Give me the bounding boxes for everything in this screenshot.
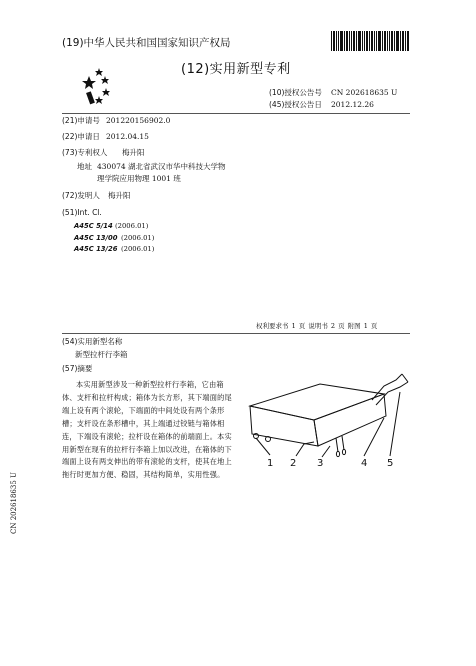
luggage-drawing bbox=[244, 360, 412, 472]
address-label: 地址 bbox=[77, 162, 92, 171]
figure-label: 3 bbox=[317, 458, 324, 469]
pub-date: 2012.12.26 bbox=[331, 100, 374, 109]
intcl-code: A45C 5/14 bbox=[74, 222, 113, 230]
address-line-1: 430074 湖北省武汉市华中科技大学物 bbox=[97, 162, 226, 171]
pub-no: CN 202618635 U bbox=[331, 88, 398, 97]
section-divider bbox=[62, 333, 410, 334]
inventor: 梅升阳 bbox=[108, 191, 131, 200]
intcl-label: (51)Int. Cl. bbox=[62, 208, 102, 217]
abstract-label: (57)摘要 bbox=[62, 364, 93, 373]
abstract-text: 本实用新型涉及一种新型拉杆行李箱，它由箱体、支杆和拉杆构成；箱体为长方形，其下端面的尾端上设有两个滚轮，下端面的中间处设有两个条形槽；支杆设在条形槽中，其上端通过铰链与箱体相连，下端设有滚轮；拉杆设在箱体的前端面上。本实用新型在现有的拉杆行李箱上加以改进，在箱体的下端面上设有两支伸出的带有滚轮的支杆，使其在地上拖行时更加方便、稳固，其结构简单，实用性强。 bbox=[62, 380, 232, 480]
sipo-emblem-icon bbox=[75, 62, 121, 108]
app-no-label: (21)申请号 bbox=[62, 116, 100, 125]
holder: 梅升阳 bbox=[122, 148, 145, 157]
barcode bbox=[330, 30, 410, 52]
intcl-version: (2006.01) bbox=[121, 234, 155, 242]
intcl-version: (2006.01) bbox=[121, 245, 155, 253]
filing-date: 2012.04.15 bbox=[106, 132, 149, 141]
header-divider bbox=[62, 113, 410, 114]
pub-no-label: (10)授权公告号 bbox=[269, 88, 322, 97]
intcl-version: (2006.01) bbox=[115, 222, 149, 230]
document-type: (12)实用新型专利 bbox=[181, 62, 291, 77]
figure-label: 2 bbox=[290, 458, 297, 469]
filing-date-label: (22)申请日 bbox=[62, 132, 100, 141]
figure-label: 1 bbox=[267, 458, 274, 469]
page-counts: 权利要求书 1 页 说明书 2 页 附图 1 页 bbox=[256, 322, 378, 330]
side-publication-number: CN 202618635 U bbox=[10, 472, 18, 534]
pub-date-label: (45)授权公告日 bbox=[269, 100, 322, 109]
utility-model-title: 新型拉杆行李箱 bbox=[75, 350, 128, 359]
holder-label: (73)专利权人 bbox=[62, 148, 108, 157]
figure-label: 4 bbox=[361, 458, 368, 469]
figure-label: 5 bbox=[387, 458, 394, 469]
intcl-code: A45C 13/00 bbox=[74, 234, 118, 242]
intcl-code: A45C 13/26 bbox=[74, 245, 118, 253]
app-no: 201220156902.0 bbox=[106, 116, 171, 125]
office-name: (19)中华人民共和国国家知识产权局 bbox=[62, 37, 231, 49]
title-label: (54)实用新型名称 bbox=[62, 337, 123, 346]
inventor-label: (72)发明人 bbox=[62, 191, 100, 200]
address-line-2: 理学院应用物理 1001 班 bbox=[97, 174, 181, 183]
